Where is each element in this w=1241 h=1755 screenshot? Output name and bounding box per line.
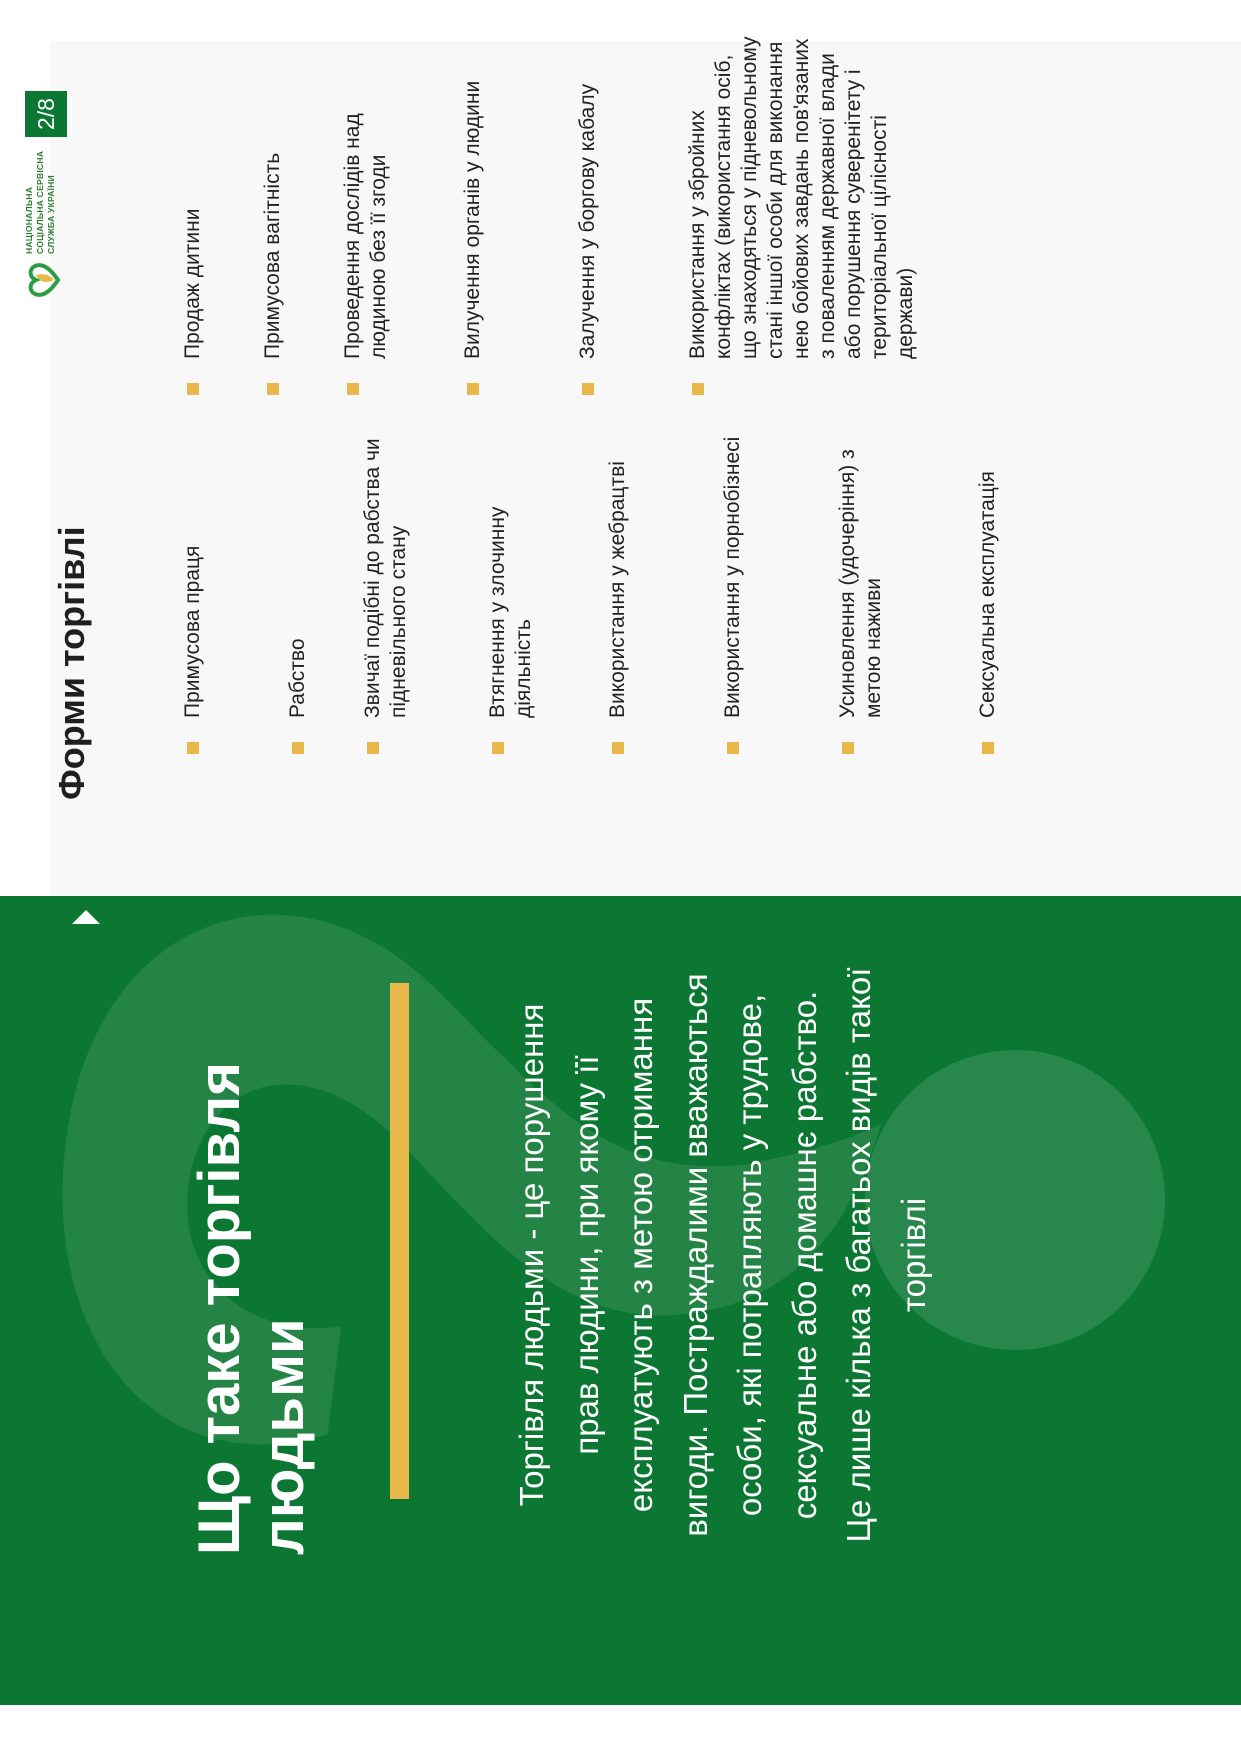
org-logo: [20, 50, 70, 300]
intro-panel: [0, 896, 1241, 1705]
forms-list-left: [180, 434, 1080, 754]
bullet-icon: [727, 742, 739, 754]
bullet-icon: [347, 383, 359, 395]
heart-leaf-icon: [24, 260, 64, 300]
bullet-icon: [467, 383, 479, 395]
list-item-text: Вилучення органів у людини: [461, 80, 484, 359]
org-name-line: СЛУЖБА УКРАЇНИ: [46, 175, 56, 254]
bullet-icon: [187, 742, 199, 754]
bullet-icon: [367, 742, 379, 754]
bullet-icon: [982, 742, 994, 754]
page-title: Що таке торгівля людьми: [187, 1061, 316, 1555]
forms-list-right: [180, 25, 1180, 395]
bullet-icon: [187, 383, 199, 395]
list-item-text: Продаж дитини: [181, 208, 204, 359]
bullet-icon: [842, 742, 854, 754]
org-name-line: НАЦІОНАЛЬНА: [24, 186, 34, 254]
notch-arrow-icon: [72, 910, 100, 924]
list-item-text: Використання у порнобізнесі: [721, 436, 744, 718]
bullet-icon: [612, 742, 624, 754]
list-item-text: Звичаї подібні до рабства чи підневільного стану: [361, 438, 410, 718]
forms-title: Форми торгівлі: [51, 526, 92, 800]
intro-paragraph: Торгівля людьми - це порушення прав людини, при якому її експлуатують з метою отримання вигоди. Постраждалими вважаються особи, які потрапляють у трудове, сексуальне або домашнє рабство. Це лише кілька з багатьох видів такої торгівлі: [513, 967, 932, 1543]
list-item-text: Проведення дослідів над людиною без її згоди: [341, 113, 390, 359]
title-accent-bar: [390, 983, 409, 1499]
list-item-text: Примусова вагітність: [261, 152, 284, 359]
list-item-text: Усиновлення (удочеріння) з метою наживи: [836, 449, 885, 718]
bullet-icon: [492, 742, 504, 754]
bullet-icon: [292, 742, 304, 754]
page-indicator: 2/8: [25, 91, 67, 137]
bullet-icon: [582, 383, 594, 395]
org-name: [24, 54, 57, 254]
bullet-icon: [692, 383, 704, 395]
list-item-text: Примусова праця: [181, 545, 204, 718]
org-name-line: СОЦІАЛЬНА СЕРВІСНА: [35, 150, 45, 254]
bullet-icon: [267, 383, 279, 395]
list-item-text: Втягнення у злочинну діяльність: [486, 506, 535, 718]
list-item-text: Використання у жебрацтві: [606, 461, 629, 718]
list-item-text: Рабство: [286, 638, 309, 718]
list-item-text: Використання у збройних конфліктах (використання осіб, що знаходяться у підневольному стані іншої особи для виконання нею бойових завдань пов'язаних з поваленням державної влади або порушення суверенітету і територіальної цілісності держави): [686, 36, 917, 359]
list-item-text: Залучення у боргову кабалу: [576, 83, 599, 359]
list-item-text: Сексуальна експлуатація: [976, 471, 999, 718]
